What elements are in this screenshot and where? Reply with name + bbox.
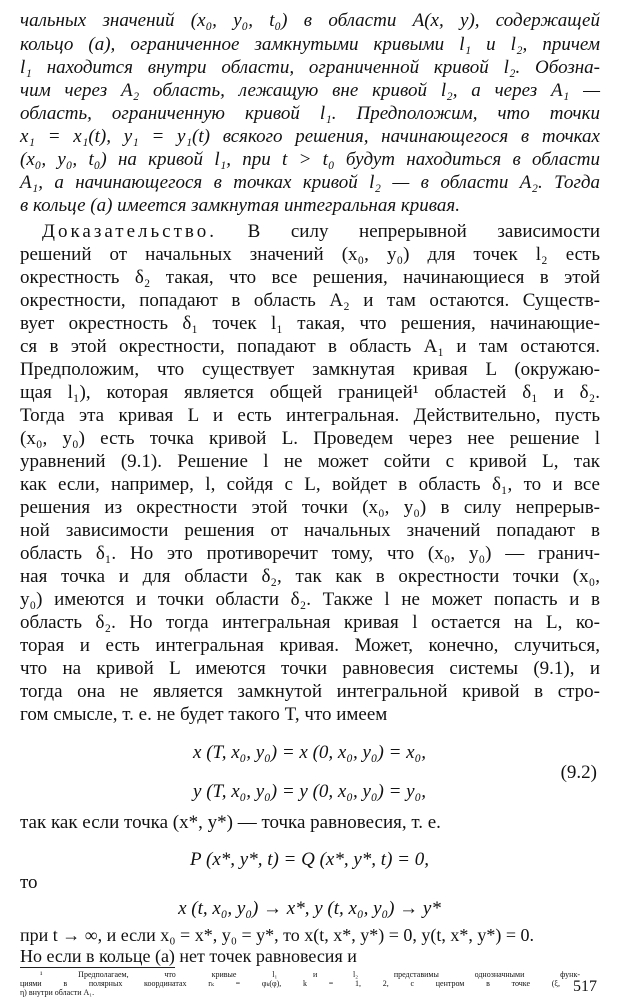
proof-line: Тогда эта кривая L и есть интегральная. Действительно, пусть	[20, 405, 600, 426]
limit-equation: x (t, x₀, y₀) → x*, y (t, x₀, y₀) → y*	[178, 898, 441, 919]
proof-line: окрестности, попадают в область A₂ и там остаются. Существ-	[20, 290, 600, 311]
proof-line: ся в этой окрестности, попадают в область A₁ и там остаются.	[20, 336, 600, 357]
proof-first-line-rest: В силу непрерывной зависимости	[247, 221, 600, 242]
theorem-line: x₁ = x₁(t), y₁ = y₁(t) всякого решения, начинающегося в точках	[20, 126, 600, 147]
proof-line: вует окрестность δ₁ точек l₁ такая, что решения, начинающие-	[20, 313, 600, 334]
proof-line: (x₀, y₀) есть точка кривой L. Проведем через нее решение l	[20, 428, 600, 449]
proof-line: ная точка и для области δ₂, так как в окрестности точки (x₀,	[20, 566, 600, 587]
theorem-line: чальных значений (x₀, y₀, t₀) в области A(x, y), содержащей	[20, 10, 600, 31]
proof-line: Предположим, что существует замкнутая кривая L (окружаю-	[20, 359, 600, 380]
proof-line: область δ₁. Но это противоречит тому, что (x₀, y₀) — гранич-	[20, 543, 600, 564]
proof-first-line	[42, 221, 600, 243]
proof-line: ной зависимости решения от начальных значений попадают в	[20, 520, 600, 541]
theorem-line: область, ограниченную кривой l₁. Предположим, что точки	[20, 103, 600, 124]
theorem-line: (x₀, y₀, t₀) на кривой l₁, при t > t₀ будут находиться в области	[20, 149, 600, 170]
proof-line: торая и есть интегральная кривая. Может, конечно, случиться,	[20, 635, 600, 656]
equation-9-2-line-1: x (T, x₀, y₀) = x (0, x₀, y₀) = x₀,	[193, 742, 426, 763]
theorem-line: A₁, а начинающегося в точках кривой l₂ — в области A₂. Тогда	[20, 172, 600, 193]
proof-line: решения из окрестности этой точки (x₀, y₀) в силу непрерыв-	[20, 497, 600, 518]
proof-line: что на кривой L имеются точки равновесия системы (9.1), и	[20, 658, 600, 679]
body-line: то	[20, 872, 38, 893]
theorem-line: в кольце (a) имеется замкнутая интегральная кривая.	[20, 195, 460, 216]
proof-line: гом смысле, т. е. не будет такого T, что имеем	[20, 704, 388, 725]
equation-number: (9.2)	[560, 762, 597, 783]
footnote-line: η) внутри области A₁.	[20, 988, 95, 997]
equilibrium-equation: P (x*, y*, t) = Q (x*, y*, t) = 0,	[190, 849, 429, 870]
theorem-line: кольцо (a), ограниченное замкнутыми кривыми l₁ и l₂, причем	[20, 34, 600, 55]
proof-heading: Доказательство.	[42, 221, 217, 242]
proof-line: уравнений (9.1). Решение l не может сойти с кривой L, так	[20, 451, 600, 472]
proof-line: y₀) имеются и точки области δ₂. Также l не может попасть и в	[20, 589, 600, 610]
footnote-rule	[20, 967, 175, 968]
footnote-line: ¹ Предполагаем, что кривые l₁ и l₂ представимы однозначными функ-	[40, 970, 580, 979]
body-line: так как если точка (x*, y*) — точка равновесия, т. е.	[20, 812, 441, 833]
theorem-line: чим через A₂ область, лежащую вне кривой l₂, а через A₁ —	[20, 80, 600, 101]
proof-line: решений от начальных значений (x₀, y₀) для точек l₂ есть	[20, 244, 600, 265]
proof-line: область δ₂. Но тогда интегральная кривая l остается на L, ко-	[20, 612, 600, 633]
theorem-line: l₁ находится внутри области, ограниченной кривой l₂. Обозна-	[20, 57, 600, 78]
body-line: Но если в кольце (a) нет точек равновесия и	[20, 946, 357, 966]
body-line: при t → ∞, и если x₀ = x*, y₀ = y*, то x(t, x*, y*) = 0, y(t, x*, y*) = 0.	[20, 925, 535, 945]
equation-9-2-line-2: y (T, x₀, y₀) = y (0, x₀, y₀) = y₀,	[193, 781, 426, 802]
proof-line: как если, например, l, сойдя с L, войдет в область δ₁, то и все	[20, 474, 600, 495]
proof-line: щая l₁), которая является общей границей¹ областей δ₁ и δ₂.	[20, 382, 600, 403]
proof-line: тогда она не является замкнутой интегральной кривой в стро-	[20, 681, 600, 702]
footnote-line: циями в полярных координатах rₖ = φₖ(φ), k = 1, 2, с центром в точке (ξ,	[20, 979, 560, 988]
page-number: 517	[573, 978, 597, 995]
proof-line: окрестность δ₂ такая, что все решения, начинающиеся в этой	[20, 267, 600, 288]
